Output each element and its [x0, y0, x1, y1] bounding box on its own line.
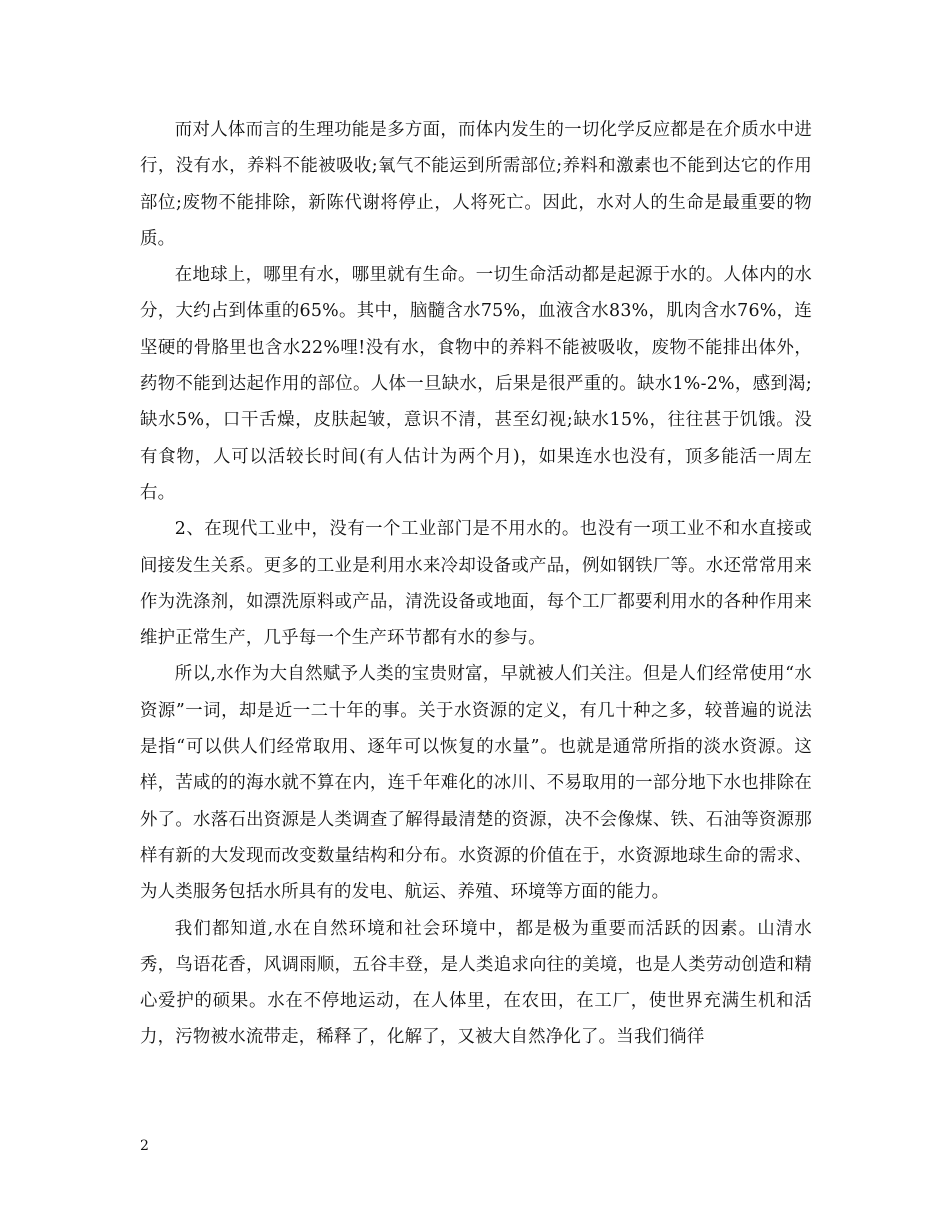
paragraph-5: 我们都知道,水在自然环境和社会环境中，都是极为重要而活跃的因素。山清水秀，鸟语花香，风调雨顺，五谷丰登，是人类追求向往的美境，也是人类劳动创造和精心爱护的硕果。水在不停地运动，在人体里，在农田，在工厂，使世界充满生机和活力，污物被水流带走，稀释了，化解了，又被大自然净化了。当我们徜徉: [140, 918, 812, 1048]
body-text: [140, 112, 812, 1056]
paragraph-1: 而对人体而言的生理功能是多方面，而体内发生的一切化学反应都是在介质水中进行，没有水，养料不能被吸收;氧气不能运到所需部位;养料和激素也不能到达它的作用部位;废物不能排除，新陈代谢将停止，人将死亡。因此，水对人的生命是最重要的物质。: [140, 120, 812, 249]
paragraph-2: 在地球上，哪里有水，哪里就有生命。一切生命活动都是起源于水的。人体内的水分，大约占到体重的65%。其中，脑髓含水75%，血液含水83%，肌肉含水76%，连坚硬的骨胳里也含水22%哩!没有水，食物中的养料不能被吸收，废物不能排出体外，药物不能到达起作用的部位。人体一旦缺水，后果是很严重的。缺水1%-2%，感到渴;缺水5%，口干舌燥，皮肤起皱，意识不清，甚至幻视;缺水15%，往往甚于饥饿。没有食物，人可以活较长时间(有人估计为两个月)，如果连水也没有，顶多能活一周左右。: [140, 265, 812, 503]
paragraph-4: 所以,水作为大自然赋予人类的宝贵财富，早就被人们关注。但是人们经常使用“水资源”一词，却是近一二十年的事。关于水资源的定义，有几十种之多，较普遍的说法是指“可以供人们经常取用、逐年可以恢复的水量”。也就是通常所指的淡水资源。这样，苦咸的的海水就不算在内，连千年难化的冰川、不易取用的一部分地下水也排除在外了。水落石出资源是人类调查了解得最清楚的资源，决不会像煤、铁、石油等资源那样有新的大发现而改变数量结构和分布。水资源的价值在于，水资源地球生命的需求、为人类服务包括水所具有的发电、航运、养殖、环境等方面的能力。: [140, 664, 812, 903]
paragraph-3: 2、在现代工业中，没有一个工业部门是不用水的。也没有一项工业不和水直接或间接发生关系。更多的工业是利用水来冷却设备或产品，例如钢铁厂等。水还常常用来作为洗涤剂，如漂洗原料或产品，清洗设备或地面，每个工厂都要利用水的各种作用来维护正常生产，几乎每一个生产环节都有水的参与。: [140, 519, 812, 649]
page-number: 2: [140, 1138, 149, 1154]
